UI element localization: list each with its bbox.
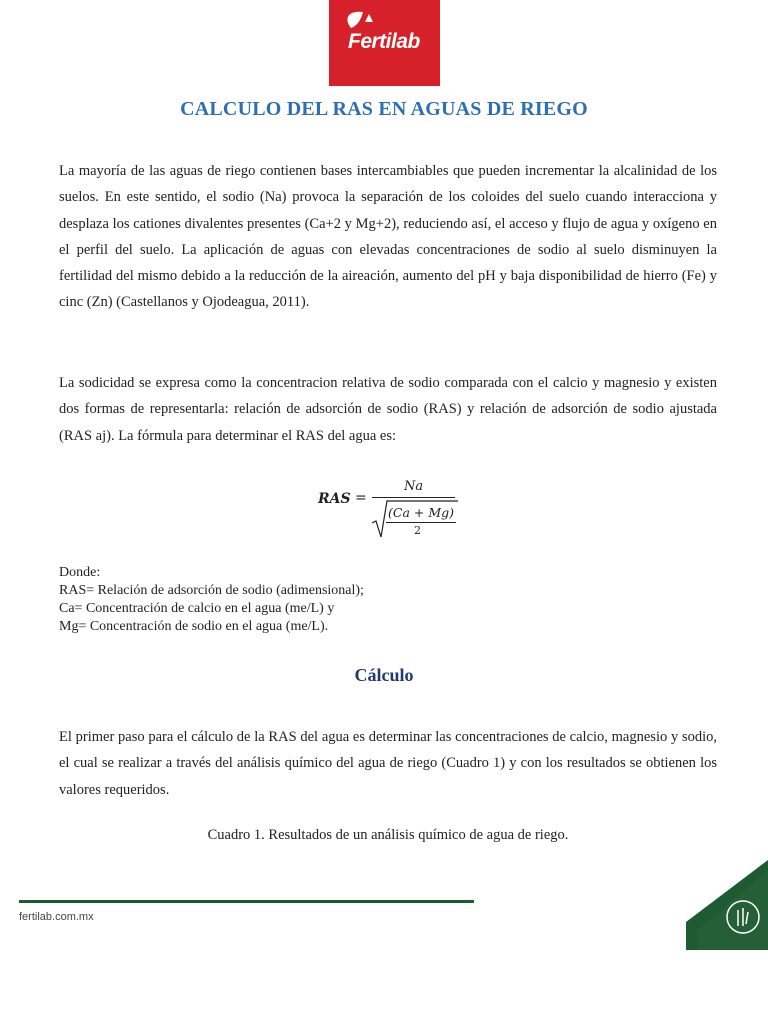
footer-url[interactable]: fertilab.com.mx [19,911,94,923]
corner-seal-icon [686,860,768,950]
footer-divider [19,900,474,903]
inner-fraction-bar [386,522,456,523]
section-heading: Cálculo [354,665,414,685]
definition-mg: Mg= Concentración de sodio en el agua (me/L). [59,619,329,634]
definition-ras: RAS= Relación de adsorción de sodio (adimensional); [59,583,364,598]
logo-text: Fertilab [348,30,420,53]
intro-paragraph: La mayoría de las aguas de riego contienen bases intercambiables que pueden incrementar la alcalinidad de los suelos. En este sentido, el sodio (Na) provoca la separación de los coloides del suelo cuando interacciona y desplaza los cationes divalentes presentes (Ca+2 y Mg+2), reduciendo así, el acceso y flujo de agua y oxígeno en el perfil del suelo. La aplicación de aguas con elevadas concentraciones de sodio al suelo disminuyen la fertilidad del mismo debido a la reducción de la aireación, aumento del pH y baja disponibilidad de hierro (Fe) y cinc (Zn) (Castellanos y Ojodeagua, 2011). [59,163,717,311]
page-title: CALCULO DEL RAS EN AGUAS DE RIEGO [180,98,588,120]
formula-inner-numerator: (Ca + Mg) [388,505,454,520]
formula-lhs: RAS [318,491,351,507]
calculation-paragraph: El primer paso para el cálculo de la RAS del agua es determinar las concentraciones de calcio, magnesio y sodio, el cual se realizar a través del análisis químico del agua de riego (Cuadro 1) y con los resultados se obtienen los valores requeridos. [59,729,717,798]
formula-numerator: Na [404,479,424,494]
definitions [59,564,364,636]
fraction-bar [372,497,455,498]
table-caption: Cuadro 1. Resultados de un análisis químico de agua de riego. [207,827,569,843]
formula-equals: = [355,490,367,506]
ras-formula [318,475,478,545]
sodicity-paragraph: La sodicidad se expresa como la concentracion relativa de sodio comparada con el calcio y magnesio y existen dos formas de representarla: relación de adsorción de sodio (RAS) y relación de adsorción de sodio ajustada (RAS aj). La fórmula para determinar el RAS del agua es: [59,375,717,444]
definition-ca: Ca= Concentración de calcio en el agua (me/L) y [59,601,335,616]
definitions-intro: Donde: [59,565,101,580]
formula-inner-denominator: 2 [414,524,421,537]
fertilab-logo [329,0,440,86]
